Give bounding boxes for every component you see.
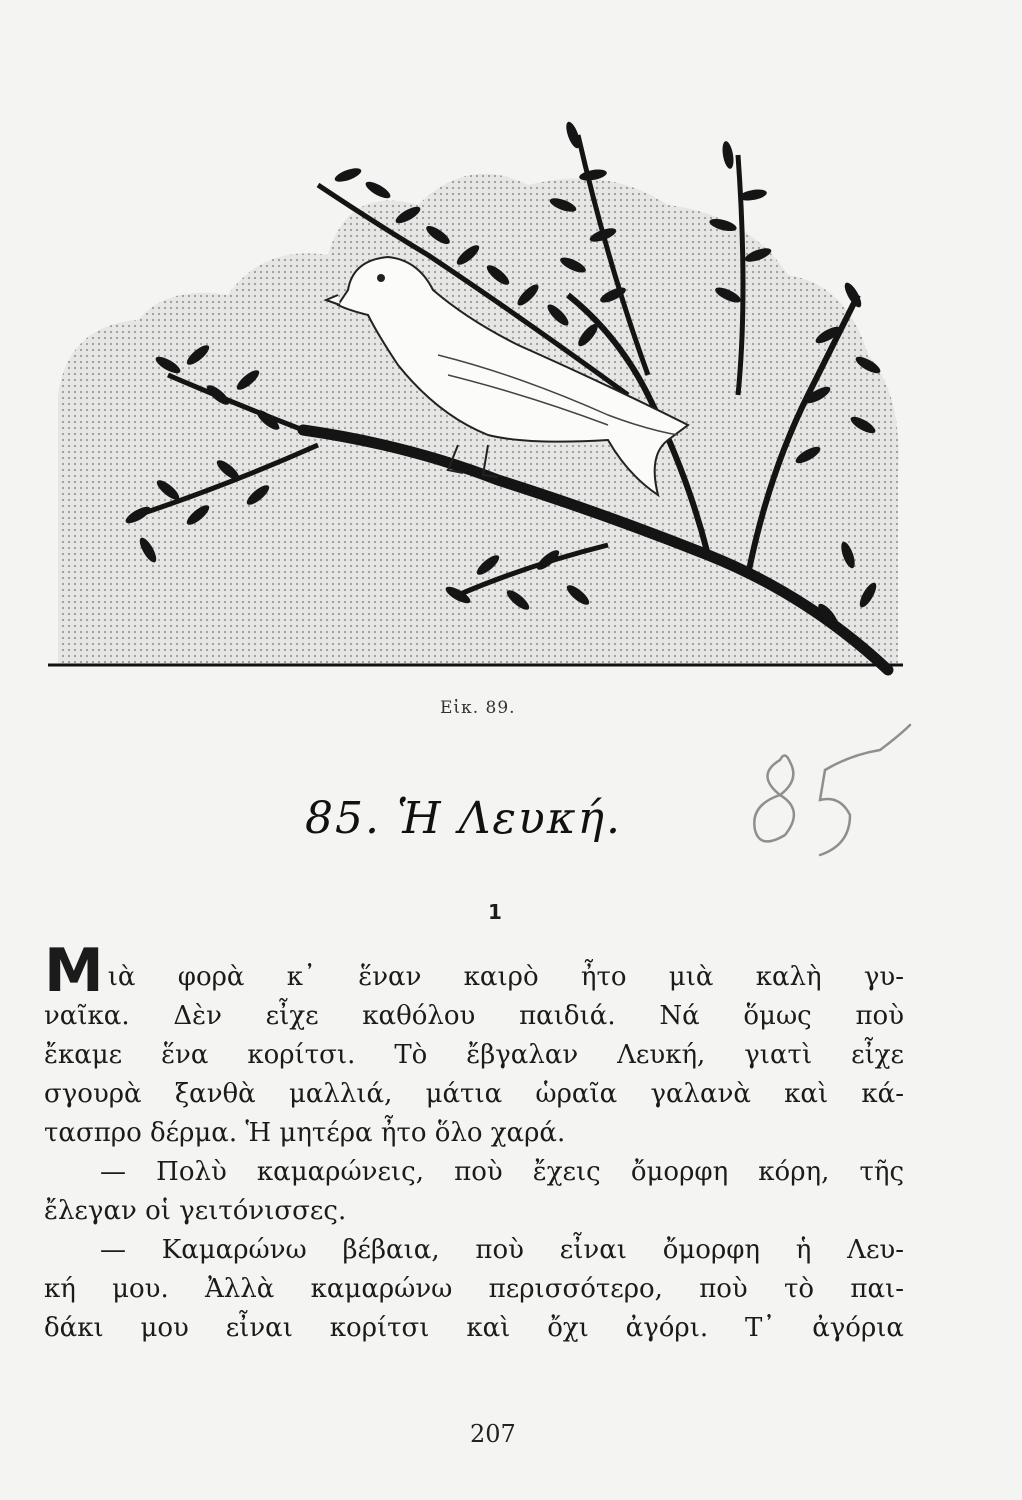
lesson-title: 85. Ἡ Λευκή. [305,793,622,844]
text-line: δάκι μου εἶναι κορίτσι καὶ ὄχι ἀγόρι. Τ᾿ ἀγόρια [44,1313,904,1343]
text-line: ἔκαμε ἕνα κορίτσι. Τὸ ἔβγαλαν Λευκή, γιατὶ εἶχε [44,1040,904,1070]
body-text [44,936,904,1348]
pencil-annotation [740,720,920,870]
text-line: τασπρο δέρμα. Ἡ μητέρα ἦτο ὅλο χαρά. [44,1118,566,1148]
text-line: ιὰ φορὰ κ᾿ ἕναν καιρὸ ἦτο μιὰ καλὴ γυ- [107,962,904,992]
first-line [44,936,904,1006]
figure-caption: Εἰκ. 89. [440,698,516,718]
text-line: — Πολὺ καμαρώνεις, ποὺ ἔχεις ὄμορφη κόρη, τῆς [100,1157,904,1187]
text-line: σγουρὰ ξανθὰ μαλλιά, μάτια ὡραῖα γαλανὰ καὶ κά- [44,1079,904,1109]
text-line: ἔλεγαν οἱ γειτόνισσες. [44,1196,347,1226]
section-number: 1 [488,900,502,924]
drop-cap: Μ [44,936,104,1006]
page-number: 207 [470,1420,516,1448]
text-line: ναῖκα. Δὲν εἶχε καθόλου παιδιά. Νά ὅμως ποὺ [44,1001,904,1031]
text-line: — Καμαρώνω βέβαια, ποὺ εἶναι ὄμορφη ἡ Λευ- [100,1235,904,1265]
text-line: κή μου. Ἀλλὰ καμαρώνω περισσότερο, ποὺ τὸ παι- [44,1274,904,1304]
dove-illustration [48,95,903,685]
